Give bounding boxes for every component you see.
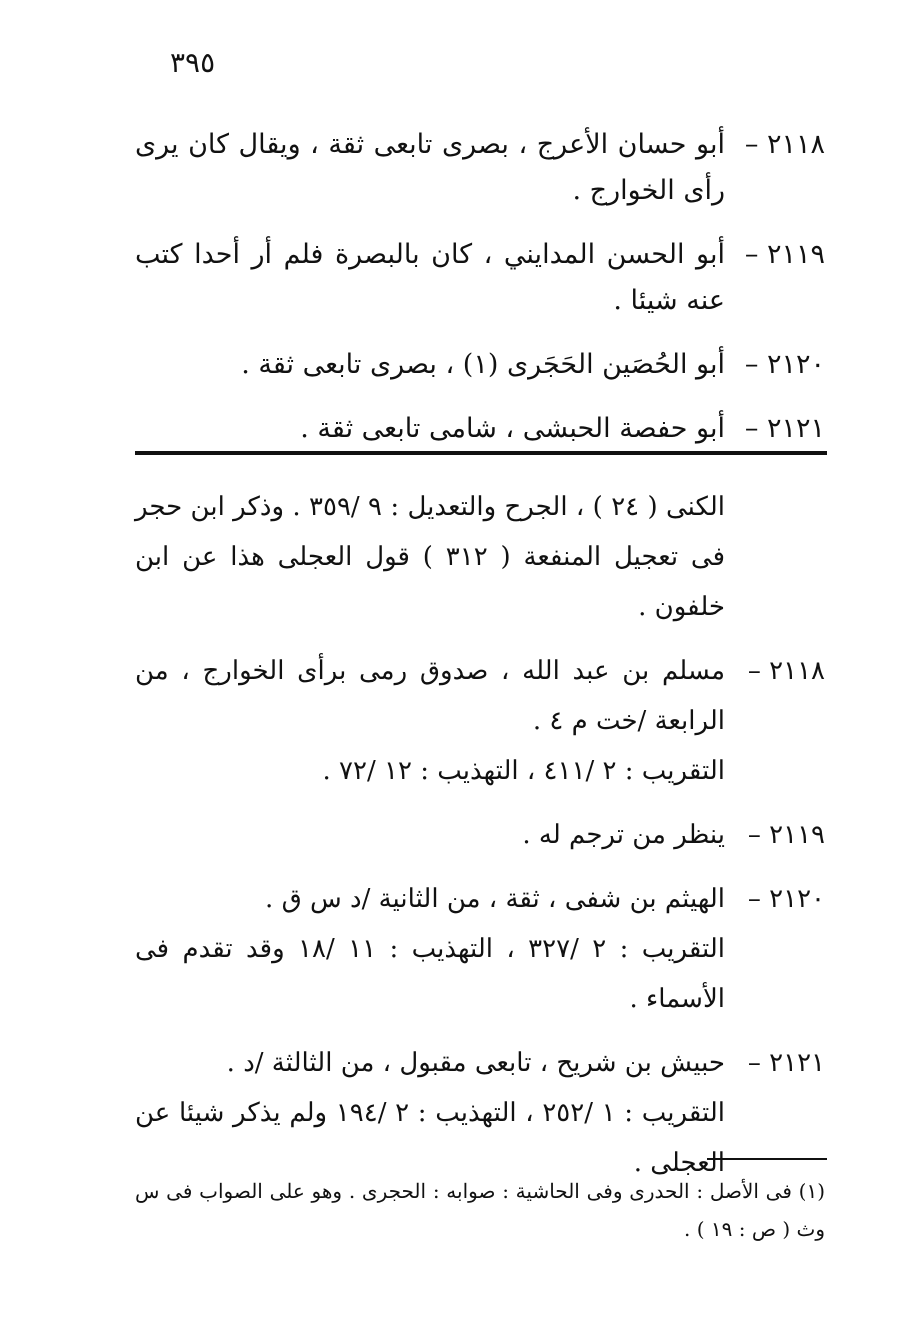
main-entries [135,122,825,470]
entry-2118 [135,122,825,214]
note-2119 [135,810,825,860]
note-line: حبيش بن شريح ، تابعى مقبول ، من الثالثة /د . [226,1048,725,1078]
entry-text: أبو الحُصَين الحَجَرى (١) ، بصرى تابعى ثقة . [241,349,725,380]
note-text [135,1038,725,1188]
note-number: ٢١٢١ – [747,1048,825,1078]
note-line: ينظر من ترجم له . [522,820,725,850]
entry-text: أبو الحسن المدايني ، كان بالبصرة فلم أر أحدا كتب عنه شيئا . [135,239,725,316]
entry-text: أبو حفصة الحبشى ، شامى تابعى ثقة . [300,413,725,444]
note-number: ٢١١٨ – [747,656,825,686]
page-number: ٣٩٥ [170,46,216,79]
note-2118 [135,646,825,796]
note-line: التقريب : ٢ /٣٢٧ ، التهذيب : ١١ /١٨ وقد تقدم فى الأسماء . [135,934,725,1014]
entry-number: ٢١٢٠ – [744,349,825,380]
note-line: التقريب : ١ /٢٥٢ ، التهذيب : ٢ /١٩٤ ولم يذكر شيئا عن العجلى . [135,1098,725,1178]
note-2120 [135,874,825,1024]
note-text [135,810,725,860]
entry-number: ٢١٢١ – [744,413,825,444]
note-line: الهيثم بن شفى ، ثقة ، من الثانية /د س ق . [265,884,725,914]
note-text [135,874,725,1024]
notes-section [135,482,825,1188]
notes-divider [135,451,827,455]
entry-number: ٢١١٨ – [744,129,825,160]
note-line: مسلم بن عبد الله ، صدوق رمى برأى الخوارج ، من الرابعة /خت م ٤ . [135,656,725,736]
entry-2121 [135,406,825,452]
entry-2119 [135,232,825,324]
note-text [135,646,725,796]
footnote [135,1172,825,1248]
note-number: ٢١١٩ – [747,820,825,850]
entry-text: أبو حسان الأعرج ، بصرى تابعى ثقة ، ويقال كان يرى رأى الخوارج . [135,129,725,206]
entry-2120 [135,342,825,388]
entry-number: ٢١١٩ – [744,239,825,270]
notes-continuation: الكنى ( ٢٤ ) ، الجرح والتعديل : ٩ /٣٥٩ . وذكر ابن حجر فى تعجيل المنفعة ( ٣١٢ ) قول العجلى هذا عن ابن خلفون . [135,492,726,622]
note-2121 [135,1038,825,1188]
footnote-divider [707,1158,827,1160]
note-line: التقريب : ٢ /٤١١ ، التهذيب : ١٢ /٧٢ . [322,756,725,786]
footnote-text: (١) فى الأصل : الحدرى وفى الحاشية : صوابه : الحجرى . وهو على الصواب فى س وث ( ص : ١٩ ) . [135,1179,825,1241]
note-number: ٢١٢٠ – [747,884,825,914]
